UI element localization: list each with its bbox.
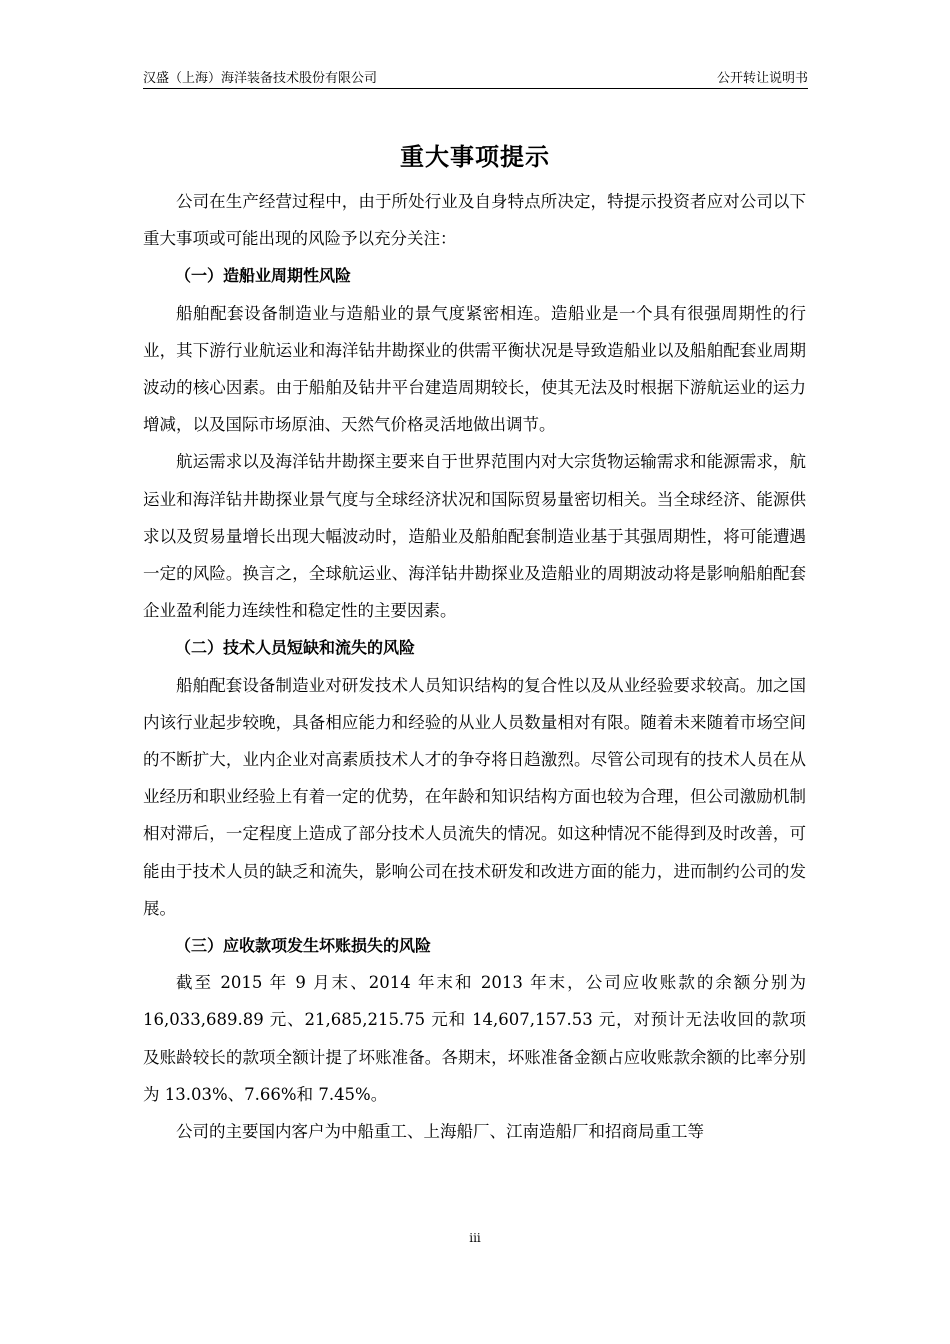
- section-3-paragraph-2: 公司的主要国内客户为中船重工、上海船厂、江南造船厂和招商局重工等: [176, 1122, 704, 1142]
- document-body: [143, 183, 806, 1150]
- section-1-paragraph-1: 船舶配套设备制造业与造船业的景气度紧密相连。造船业是一个具有很强周期性的行业，其下游行业航运业和海洋钻井勘探业的供需平衡状况是导致造船业以及船舶配套业周期波动的核心因素。由于船舶及钻井平台建造周期较长，使其无法及时根据下游航运业的运力增减，以及国际市场原油、天然气价格灵活地做出调节。: [143, 303, 806, 435]
- section-1-paragraph-2: 航运需求以及海洋钻井勘探主要来自于世界范围内对大宗货物运输需求和能源需求，航运业和海洋钻井勘探业景气度与全球经济状况和国际贸易量密切相关。当全球经济、能源供求以及贸易量增长出现大幅波动时，造船业及船舶配套制造业基于其强周期性，将可能遭遇一定的风险。换言之，全球航运业、海洋钻井勘探业及造船业的周期波动将是影响船舶配套企业盈利能力连续性和稳定性的主要因素。: [143, 452, 806, 621]
- section-heading-bad-debt-risk: （三）应收款项发生坏账损失的风险: [175, 936, 432, 956]
- section-heading-staff-shortage-risk: （二）技术人员短缺和流失的风险: [175, 638, 416, 658]
- page-header: [143, 64, 808, 89]
- section-3-paragraph-1: 截至 2015 年 9 月末、2014 年末和 2013 年末，公司应收账款的余额分别为 16,033,689.89 元、21,685,215.75 元和 14,607,157.53 元，对预计无法收回的款项及账龄较长的款项全额计提了坏账准备。各期末，坏账准备金额占应收账款余额的比率分别为 13.03%、7.66%和 7.45%。: [143, 973, 806, 1104]
- header-document-type: 公开转让说明书: [716, 71, 808, 86]
- header-company-name: 汉盛（上海）海洋装备技术股份有限公司: [143, 71, 378, 86]
- section-heading-shipbuilding-cycle-risk: （一）造船业周期性风险: [175, 266, 352, 286]
- page-number: iii: [469, 1231, 481, 1245]
- page-title: 重大事项提示: [400, 143, 550, 171]
- intro-paragraph: 公司在生产经营过程中，由于所处行业及自身特点所决定，特提示投资者应对公司以下重大事项或可能出现的风险予以充分关注：: [143, 192, 806, 249]
- section-2-paragraph-1: 船舶配套设备制造业对研发技术人员知识结构的复合性以及从业经验要求较高。加之国内该行业起步较晚，具备相应能力和经验的从业人员数量相对有限。随着未来随着市场空间的不断扩大，业内企业对高素质技术人才的争夺将日趋激烈。尽管公司现有的技术人员在从业经历和职业经验上有着一定的优势，在年龄和知识结构方面也较为合理，但公司激励机制相对滞后，一定程度上造成了部分技术人员流失的情况。如这种情况不能得到及时改善，可能由于技术人员的缺乏和流失，影响公司在技术研发和改进方面的能力，进而制约公司的发展。: [143, 675, 806, 918]
